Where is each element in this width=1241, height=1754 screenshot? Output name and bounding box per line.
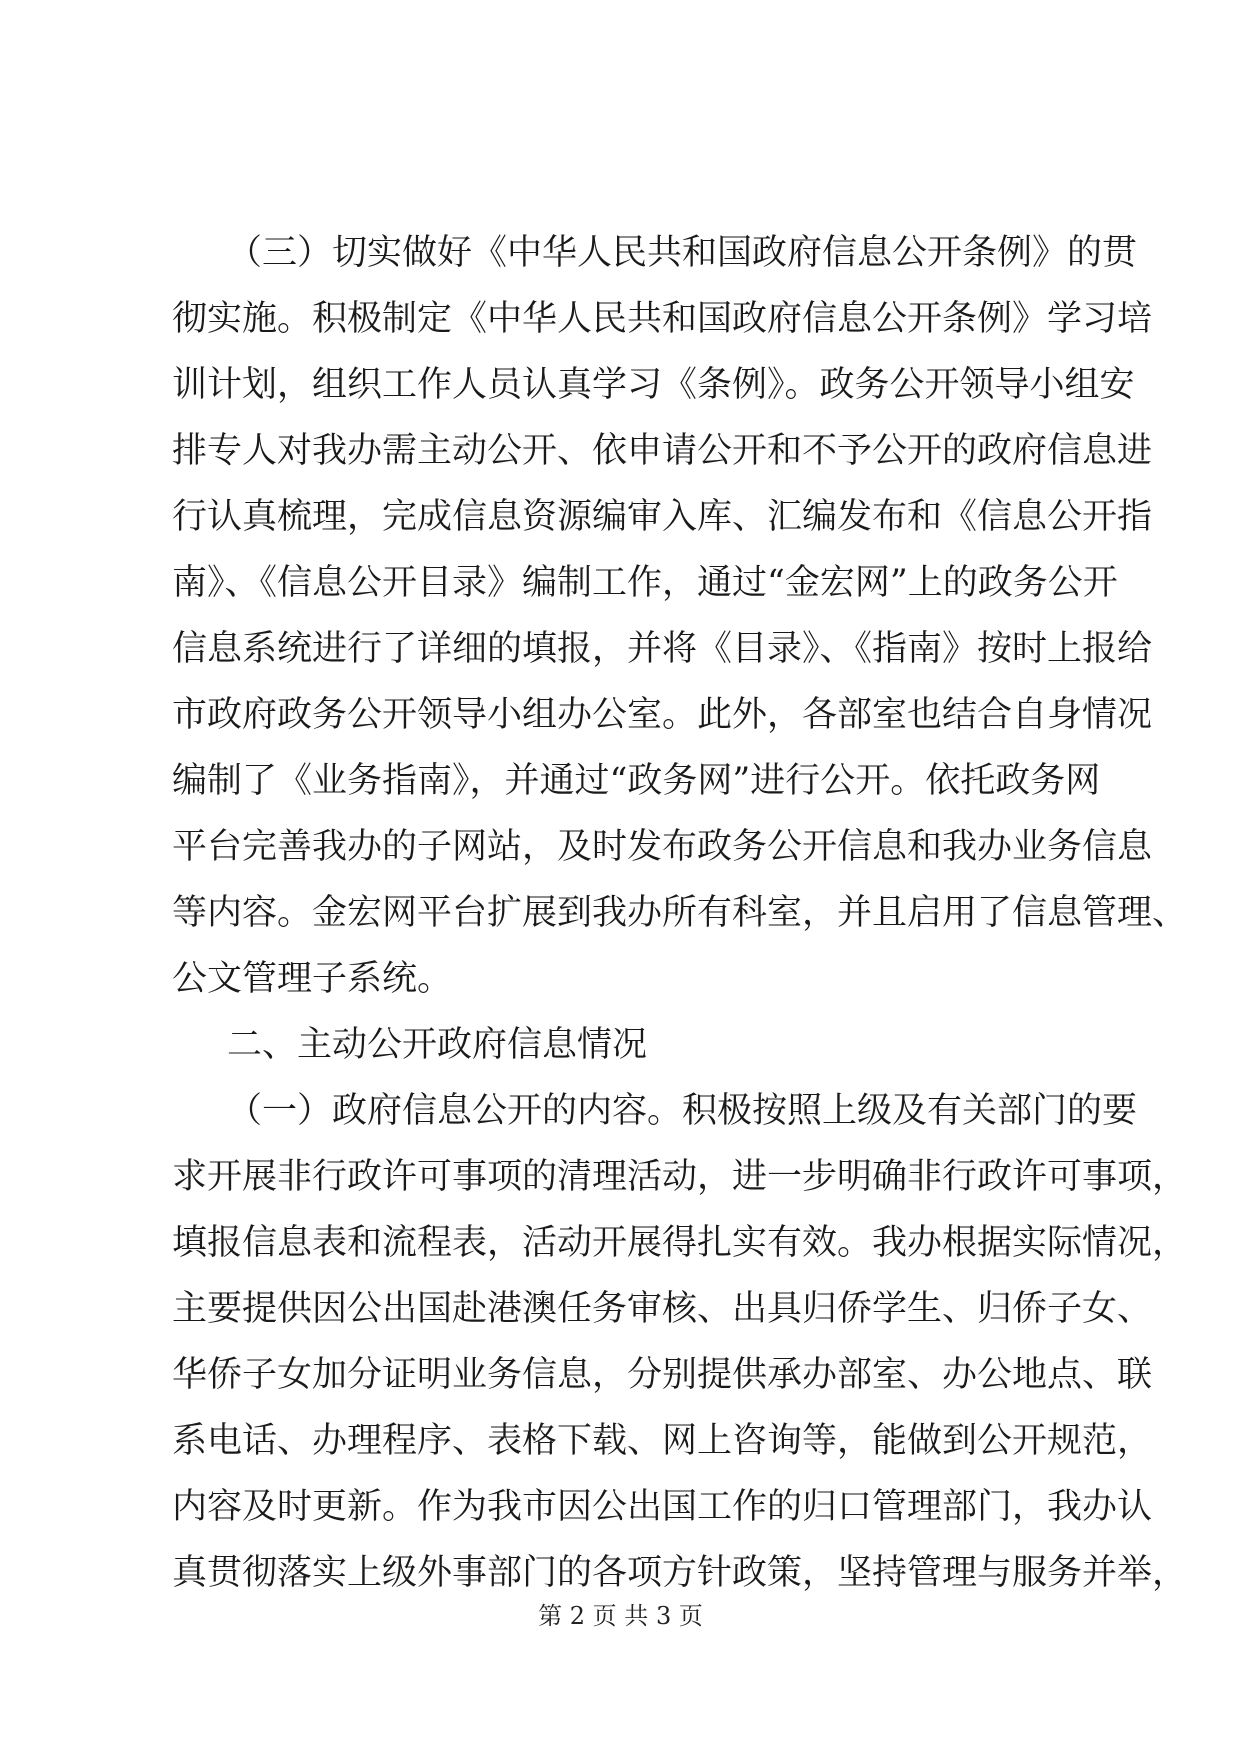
- paragraph-line: [0, 819, 1241, 875]
- line-text: 真贯彻落实上级外事部门的各项方针政策，坚持管理与服务并举，: [172, 1553, 1188, 1593]
- line-text: 训计划，组织工作人员认真学习《条例》。政务公开领导小组安: [172, 365, 1135, 405]
- line-text: 彻实施。积极制定《中华人民共和国政府信息公开条例》学习培: [172, 299, 1153, 339]
- line-text: 信息系统进行了详细的填报，并将《目录》、《指南》按时上报给: [172, 629, 1153, 669]
- paragraph-line: [0, 1215, 1241, 1271]
- line-text: 等内容。金宏网平台扩展到我办所有科室，并且启用了信息管理、: [172, 893, 1188, 933]
- line-text: 求开展非行政许可事项的清理活动，进一步明确非行政许可事项，: [172, 1157, 1188, 1197]
- line-text: 系电话、办理程序、表格下载、网上咨询等，能做到公开规范，: [172, 1421, 1153, 1461]
- paragraph-line: [0, 1083, 1241, 1139]
- paragraph-line: [0, 357, 1241, 413]
- line-text: 编制了《业务指南》，并通过“政务网”进行公开。依托政务网: [172, 761, 1101, 801]
- paragraph-line: [0, 621, 1241, 677]
- paragraph-line: [0, 1149, 1241, 1205]
- paragraph-line: [0, 1479, 1241, 1535]
- line-text: 公文管理子系统。: [172, 959, 453, 999]
- line-text: 行认真梳理，完成信息资源编审入库、汇编发布和《信息公开指: [172, 497, 1153, 537]
- line-text: 主要提供因公出国赴港澳任务审核、出具归侨学生、归侨子女、: [172, 1289, 1153, 1329]
- paragraph-line: [0, 489, 1241, 545]
- paragraph-line: [0, 423, 1241, 479]
- line-text: 华侨子女加分证明业务信息，分别提供承办部室、办公地点、联: [172, 1355, 1153, 1395]
- line-text: （三）切实做好《中华人民共和国政府信息公开条例》的贯: [227, 233, 1138, 273]
- line-text: 南》、《信息公开目录》编制工作，通过“金宏网”上的政务公开: [172, 563, 1118, 603]
- paragraph-line: [0, 225, 1241, 281]
- paragraph-line: [0, 1281, 1241, 1337]
- page-number-footer: 第 2 页 共 3 页: [538, 1602, 703, 1630]
- paragraph-line: [0, 1347, 1241, 1403]
- paragraph-line: [0, 1413, 1241, 1469]
- paragraph-line: [0, 687, 1241, 743]
- section-heading: [0, 1017, 1241, 1073]
- paragraph-line: [0, 291, 1241, 347]
- line-text: 平台完善我办的子网站，及时发布政务公开信息和我办业务信息: [172, 827, 1153, 867]
- line-text: 排专人对我办需主动公开、依申请公开和不予公开的政府信息进: [172, 431, 1153, 471]
- line-text: 内容及时更新。作为我市因公出国工作的归口管理部门，我办认: [172, 1487, 1153, 1527]
- paragraph-line: [0, 951, 1241, 1007]
- line-text: 市政府政务公开领导小组办公室。此外，各部室也结合自身情况: [172, 695, 1153, 735]
- paragraph-line: [0, 1545, 1241, 1601]
- section-heading-text: 二、主动公开政府信息情况: [227, 1025, 648, 1065]
- paragraph-line: [0, 753, 1241, 809]
- paragraph-line: [0, 885, 1241, 941]
- line-text: 填报信息表和流程表，活动开展得扎实有效。我办根据实际情况，: [172, 1223, 1188, 1263]
- line-text: （一）政府信息公开的内容。积极按照上级及有关部门的要: [227, 1091, 1138, 1131]
- paragraph-line: [0, 555, 1241, 611]
